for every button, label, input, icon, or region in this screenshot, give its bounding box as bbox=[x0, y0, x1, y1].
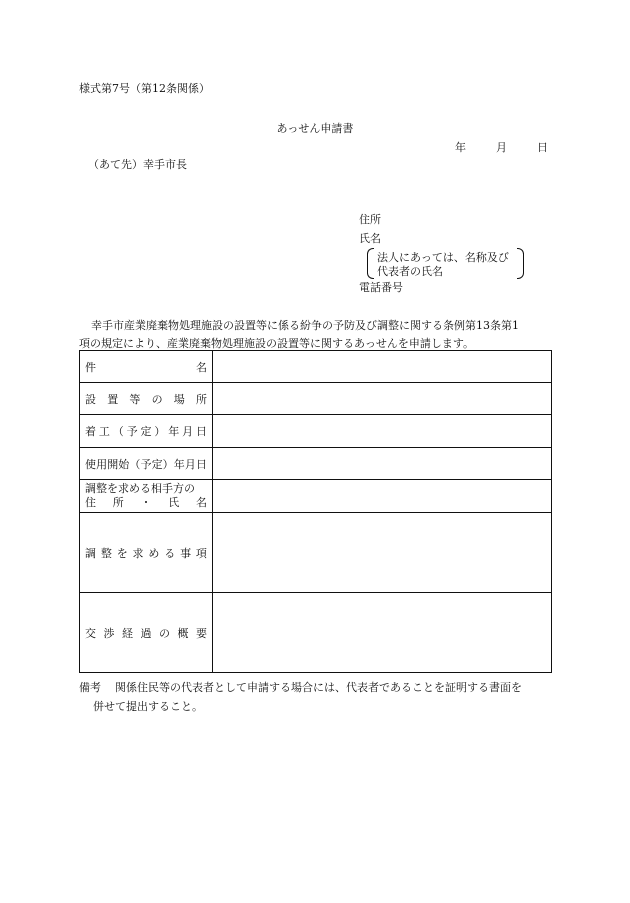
date-line bbox=[455, 139, 548, 155]
remark-line1: 関係住民等の代表者として申請する場合には、代表者であることを証明する書面を bbox=[115, 681, 522, 694]
application-table bbox=[79, 350, 552, 673]
label-char: 経 bbox=[122, 626, 133, 640]
row-label-use-date bbox=[80, 448, 213, 479]
location-field[interactable] bbox=[213, 383, 551, 414]
row-label-matters bbox=[80, 513, 213, 592]
form-number: 様式第7号（第12条関係） bbox=[79, 82, 210, 95]
label-char: 概 bbox=[177, 626, 189, 640]
label-char: 調 bbox=[85, 546, 96, 560]
label-char: 定 bbox=[140, 425, 152, 438]
corporate-note-line2: 代表者の氏名 bbox=[377, 265, 443, 278]
addressee: （あて先）幸手市長 bbox=[88, 158, 187, 171]
label-char: め bbox=[148, 546, 160, 560]
date-month-label: 月 bbox=[496, 141, 507, 154]
label-char: 求 bbox=[132, 546, 144, 560]
corporate-note bbox=[367, 248, 524, 279]
matters-field[interactable] bbox=[213, 513, 551, 592]
remark bbox=[79, 678, 559, 716]
use-date-field[interactable] bbox=[213, 448, 551, 479]
table-row-counterparty bbox=[80, 480, 551, 513]
label-char: 始 bbox=[118, 457, 130, 471]
counterparty-field[interactable] bbox=[213, 480, 551, 512]
name-label: 氏名 bbox=[359, 232, 381, 245]
row-label-counterparty bbox=[80, 480, 213, 512]
table-row-location bbox=[80, 383, 551, 415]
statement-line1: 幸手市産業廃棄物処理施設の設置等に係る紛争の予防及び調整に関する条例第13条第1 bbox=[91, 319, 519, 332]
statement-line2: 項の規定により、産業廃棄物処理施設の設置等に関するあっせんを申請します。 bbox=[79, 337, 475, 350]
label-char: 氏 bbox=[168, 496, 180, 509]
table-row-use-date bbox=[80, 448, 551, 480]
label-char: る bbox=[164, 546, 176, 560]
label-char: ） bbox=[162, 457, 174, 471]
label-char: 開 bbox=[107, 457, 119, 471]
left-bracket bbox=[367, 248, 374, 279]
label-char: 置 bbox=[107, 392, 119, 406]
start-date-field[interactable] bbox=[213, 415, 551, 447]
label-char: （ bbox=[112, 425, 124, 438]
phone-label: 電話番号 bbox=[359, 281, 403, 294]
row-label-location bbox=[80, 383, 213, 414]
label-char: 工 bbox=[98, 425, 110, 438]
table-row-start-date bbox=[80, 415, 551, 448]
table-row-matters bbox=[80, 513, 551, 593]
label-char: を bbox=[116, 546, 128, 560]
label-char: 等 bbox=[129, 392, 141, 406]
label-char: ） bbox=[154, 425, 166, 438]
label-char: 月 bbox=[182, 425, 194, 438]
label-char: 渉 bbox=[103, 626, 115, 640]
label-char: 予 bbox=[140, 457, 152, 471]
label-char: 住 bbox=[85, 496, 96, 509]
label-char: 予 bbox=[126, 425, 138, 438]
label-char: 場 bbox=[173, 392, 185, 406]
row-label-negotiation bbox=[80, 593, 213, 672]
label-char: 交 bbox=[85, 626, 96, 640]
label-char: 所 bbox=[112, 496, 124, 509]
label-char: 所 bbox=[195, 392, 207, 406]
label-char: 着 bbox=[85, 425, 96, 438]
row-label-start-date bbox=[80, 415, 213, 447]
label-char: 日 bbox=[196, 425, 207, 438]
date-year-label: 年 bbox=[455, 141, 466, 154]
label-char: の bbox=[151, 392, 163, 406]
label-char: 項 bbox=[195, 546, 207, 560]
label-char: 過 bbox=[140, 626, 152, 640]
label-char: 使 bbox=[85, 457, 96, 471]
label-char: 年 bbox=[168, 425, 180, 438]
label-char: ・ bbox=[140, 496, 152, 509]
address-label: 住所 bbox=[359, 213, 381, 226]
label-char: の bbox=[159, 626, 170, 640]
row-label-subject bbox=[80, 351, 213, 382]
label-char: 用 bbox=[96, 457, 108, 471]
label-char: 名 bbox=[196, 360, 207, 374]
label-char: 年 bbox=[173, 457, 185, 471]
label-char: 事 bbox=[180, 546, 192, 560]
label-char: 設 bbox=[85, 392, 96, 406]
label-char: 要 bbox=[196, 626, 207, 640]
label-char: 件 bbox=[85, 360, 96, 374]
negotiation-field[interactable] bbox=[213, 593, 551, 672]
label-char: 日 bbox=[195, 457, 207, 471]
subject-field[interactable] bbox=[213, 351, 551, 382]
counterparty-label-line1: 調整を求める相手方の bbox=[85, 482, 195, 495]
right-bracket bbox=[517, 248, 524, 279]
remark-line2: 併せて提出すること。 bbox=[93, 700, 203, 713]
label-char: 月 bbox=[184, 457, 196, 471]
label-char: 整 bbox=[100, 546, 112, 560]
corporate-note-line1: 法人にあっては、名称及び bbox=[377, 251, 509, 264]
application-statement bbox=[79, 317, 554, 353]
table-row-negotiation bbox=[80, 593, 551, 672]
label-char: 定 bbox=[151, 457, 163, 471]
label-char: 名 bbox=[196, 496, 207, 509]
remark-heading: 備考 bbox=[79, 681, 101, 694]
label-char: （ bbox=[129, 457, 141, 471]
date-day-label: 日 bbox=[537, 141, 548, 154]
document-title: あっせん申請書 bbox=[276, 122, 354, 135]
table-row-subject bbox=[80, 351, 551, 383]
